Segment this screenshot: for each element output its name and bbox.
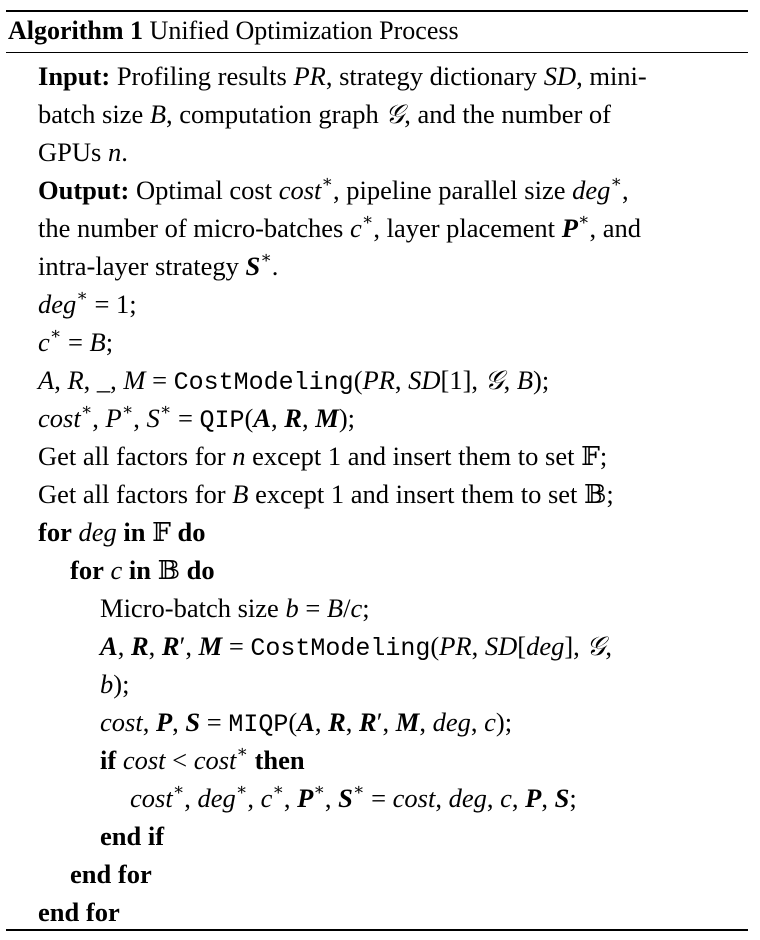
top-rule [6,10,748,12]
output-line-3: intra-layer strategy S∗. [38,248,279,281]
input-line-1: Input: Profiling results PR, strategy dictionary SD, mini- [38,61,647,91]
init-c: c∗ = B; [38,324,114,357]
cost-modeling-call-1: A, R, _, M = CostModeling(PR, SD[1], 𝒢, B); [38,365,550,397]
inner-for: for c in 𝔹 do [70,555,215,586]
miqp-call: cost, P, S = MIQP(A, R, R′, M, deg, c); [100,707,513,739]
output-line-2: the number of micro-batches c∗, layer placement P∗, and [38,210,641,243]
factors-b: Get all factors for B except 1 and insert them to set 𝔹; [38,479,614,510]
cost-modeling-call-2-cont: b); [100,669,130,699]
output-keyword: Output: [38,175,130,205]
input-line-2: batch size B, computation graph 𝒢, and the number of [38,99,612,130]
algorithm-label: Algorithm 1 [8,16,144,45]
end-inner-for: end for [70,859,152,889]
cost-modeling-fn: CostModeling [173,368,354,397]
end-outer-for: end for [38,897,120,927]
caption-rule [6,52,748,53]
update-line: cost∗, deg∗, c∗, P∗, S∗ = cost, deg, c, P, S; [130,780,577,813]
qip-fn: QIP [199,406,245,435]
outer-for: for deg in 𝔽 do [38,517,206,548]
cost-modeling-call-2: A, R, R′, M = CostModeling(PR, SD[deg], 𝒢, [100,631,612,663]
if-line: if cost < cost∗ then [100,742,305,775]
algorithm-caption [8,14,459,48]
input-line-3: GPUs n. [38,137,128,167]
input-keyword: Input: [38,61,111,91]
bottom-rule [6,929,748,931]
factors-n: Get all factors for n except 1 and insert them to set 𝔽; [38,441,608,472]
qip-call: cost∗, P∗, S∗ = QIP(A, R, M); [38,400,355,435]
miqp-fn: MIQP [228,710,289,739]
init-deg: deg∗ = 1; [38,286,137,319]
end-if: end if [100,821,165,851]
micro-batch-line: Micro-batch size b = B/c; [100,593,370,623]
output-line-1: Output: Optimal cost cost∗, pipeline parallel size deg∗, [38,172,629,205]
algorithm-title: Unified Optimization Process [149,16,459,45]
